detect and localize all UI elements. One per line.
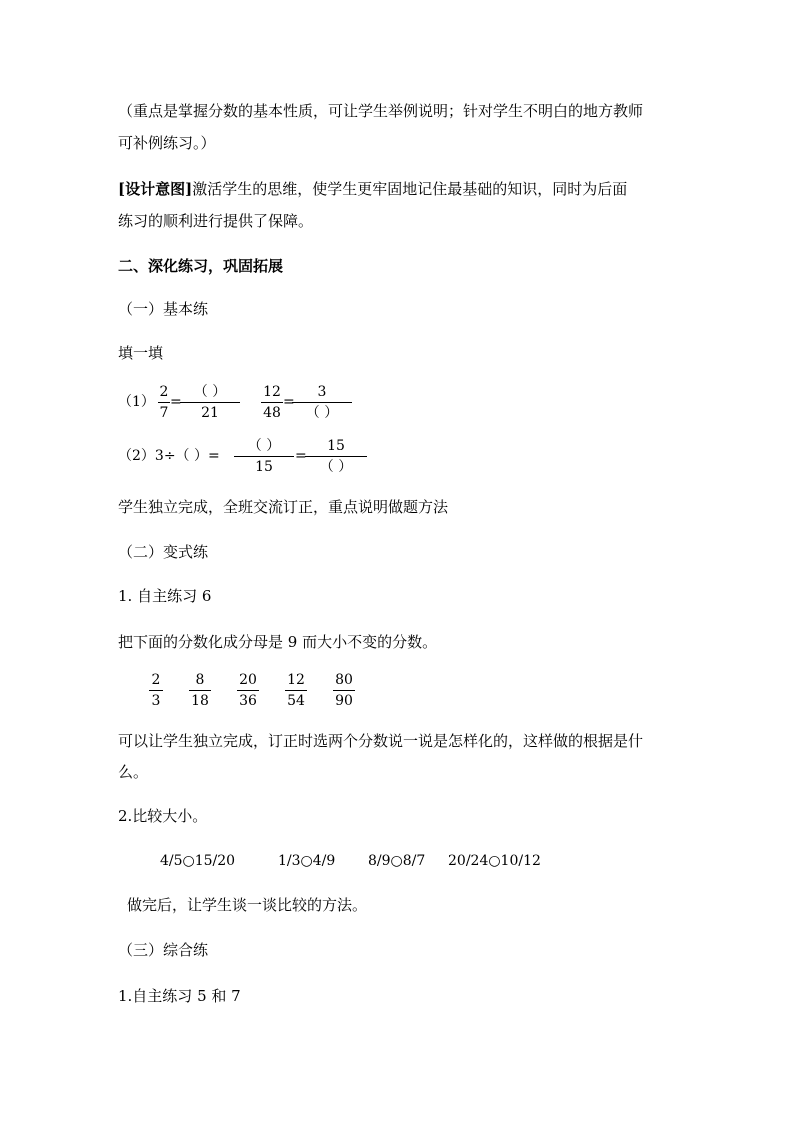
fraction-bar	[292, 402, 352, 403]
compare-item: 4/5○15/20	[160, 853, 236, 869]
fraction-denominator: 54	[287, 693, 305, 709]
fraction-q2-a	[234, 437, 294, 476]
fraction-denominator: 15	[255, 459, 273, 475]
fraction-bar	[333, 690, 355, 691]
equals-sign: =	[170, 394, 182, 410]
equals-sign: =	[283, 394, 295, 410]
fraction-denominator: 18	[191, 693, 209, 709]
fraction-bar	[158, 402, 170, 403]
exercise-fraction	[285, 671, 307, 710]
fraction-bar	[149, 690, 163, 691]
fraction-numerator: 3	[317, 384, 327, 400]
fraction-denominator: 48	[263, 405, 281, 421]
fraction-bar	[189, 690, 211, 691]
fraction-denominator: 90	[335, 693, 353, 709]
design-intent-text: 激活学生的思维，使学生更牢固地记住最基础的知识，同时为后面	[192, 180, 628, 198]
design-intent-line-1	[118, 179, 627, 199]
fraction-numerator: 15	[327, 438, 345, 454]
fraction-bar	[285, 690, 307, 691]
subsection-variant-title: （二）变式练	[118, 543, 209, 561]
fraction-numerator: 12	[287, 672, 305, 688]
question-1-label: （1）	[118, 394, 155, 410]
fraction-bar	[237, 690, 259, 691]
exercise-1-title: 1. 自主练习 6	[118, 587, 212, 605]
fraction-denominator: （ ）	[305, 405, 339, 421]
compare-item: 8/9○8/7	[368, 853, 426, 869]
fraction-denominator: 7	[159, 405, 169, 421]
exercise-3-title: 1.自主练习 5 和 7	[118, 987, 241, 1005]
fraction-bar	[180, 402, 240, 403]
exercise-fraction	[149, 671, 163, 710]
key-point-line-2: 可补例练习。）	[118, 134, 216, 152]
fraction-q2-b	[305, 437, 367, 476]
compare-item: 1/3○4/9	[278, 853, 336, 869]
fraction-numerator: 12	[263, 384, 281, 400]
fraction-denominator: 36	[239, 693, 257, 709]
fraction-numerator: 2	[159, 384, 169, 400]
design-intent-label: [设计意图]	[118, 180, 193, 198]
fraction-bar	[305, 456, 367, 457]
subsection-comprehensive-title: （三）综合练	[118, 941, 209, 959]
key-point-line-1: （重点是掌握分数的基本性质，可让学生举例说明；针对学生不明白的地方教师	[118, 102, 644, 120]
fraction-q1-c	[261, 383, 283, 422]
exercise-fraction	[333, 671, 355, 710]
after-fill-note: 学生独立完成，全班交流订正，重点说明做题方法	[118, 498, 449, 516]
fraction-numerator: （ ）	[247, 438, 281, 454]
fraction-numerator: （ ）	[193, 384, 227, 400]
fraction-denominator: （ ）	[319, 459, 353, 475]
fraction-numerator: 8	[195, 672, 205, 688]
fraction-q1-b	[180, 383, 240, 422]
fraction-bar	[234, 456, 294, 457]
fraction-bar	[261, 402, 283, 403]
exercise-fraction	[189, 671, 211, 710]
section-2-title: 二、深化练习，巩固拓展	[118, 257, 284, 275]
fraction-numerator: 80	[335, 672, 353, 688]
fraction-q1-d	[292, 383, 352, 422]
fill-in-title: 填一填	[118, 344, 164, 362]
question-2-label: （2）3÷（ ）=	[118, 448, 220, 464]
exercise-2-title: 2.比较大小。	[118, 807, 208, 825]
exercise-1-note-line-2: 么。	[118, 763, 149, 781]
design-intent-line-2: 练习的顺利进行提供了保障。	[118, 212, 314, 230]
fraction-denominator: 3	[151, 693, 161, 709]
fraction-numerator: 20	[239, 672, 257, 688]
compare-item: 20/24○10/12	[448, 853, 541, 869]
exercise-fraction	[237, 671, 259, 710]
equals-sign: =	[295, 448, 307, 464]
exercise-2-note: 做完后，让学生谈一谈比较的方法。	[127, 896, 368, 914]
fraction-q1-a	[158, 383, 170, 422]
fraction-denominator: 21	[201, 405, 219, 421]
exercise-1-instruction: 把下面的分数化成分母是 9 而大小不变的分数。	[118, 633, 438, 651]
exercise-1-note-line-1: 可以让学生独立完成，订正时选两个分数说一说是怎样化的，这样做的根据是什	[118, 732, 644, 750]
subsection-basic-title: （一）基本练	[118, 300, 209, 318]
fraction-numerator: 2	[151, 672, 161, 688]
